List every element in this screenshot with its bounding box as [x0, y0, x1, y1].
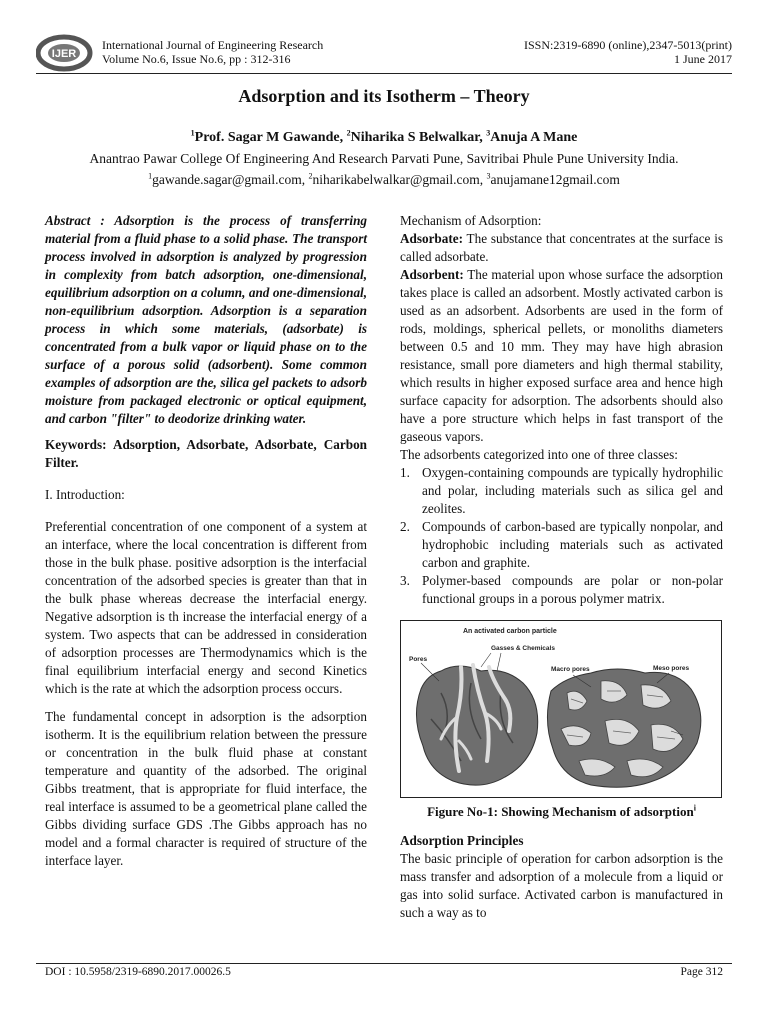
author-1: Prof. Sagar M Gawande,: [194, 130, 347, 145]
doi: DOI : 10.5958/2319-6890.2017.00026.5: [45, 966, 231, 978]
page-number: Page 312: [680, 966, 723, 978]
journal-info: [102, 38, 323, 66]
issue-date: 1 June 2017: [674, 52, 732, 66]
email-3: anujamane12gmail.com: [490, 172, 620, 187]
svg-text:Pores: Pores: [409, 656, 428, 663]
journal-logo: [36, 32, 98, 72]
figure-activated-carbon: [400, 620, 722, 798]
principles-heading: Adsorption Principles: [400, 833, 524, 848]
author-emails: $^1$gawande.sagar@gmail.com, $^2$niharikabelwalkar@gmail.com, $^3$anujamane12gmail.com: [148, 171, 620, 187]
author-list: $^1$Prof. Sagar M Gawande, $^2$Niharika S Belwalkar, $^3$Anuja A Mane: [190, 128, 578, 145]
left-column: [45, 212, 367, 870]
adsorbent-definition: Adsorbent: The material upon whose surface the adsorption takes place is called an adsorbent. Mostly activated carbon is used as an adsorbent. Adsorbents are used in the form of rods, moldings, spherical pellets, or monoliths diameters between 0.5 and 10 mm. They may have high abrasion resistance, small pore diameters and high thermal stability, which results in higher exposed surface area and hence high surface capacity for adsorption. The adsorbents should also have a pore structure which helps in fast transport of the gaseous vapors.: [400, 267, 723, 444]
intro-paragraph-2: The fundamental concept in adsorption is the adsorption isotherm. It is the equilibrium relation between the pressure or concentration in the bulk fluid phase at constant temperature and quantity of the adsorbed. The original Gibbs treatment, that is appropriate for fluid interface, the real interface is assumed to be a geometrical plane called the Gibbs dividing surface GDS .The Gibbs approach has no model and a formal character is required of structure of the interface layer.: [45, 709, 367, 868]
svg-text:Gasses & Chemicals: Gasses & Chemicals: [491, 645, 555, 652]
activated-carbon-illustration: [401, 621, 721, 797]
adsorbent-classes-list: [400, 464, 723, 608]
list-item: 3. Polymer-based compounds are polar or non-polar functional groups in a porous polymer matrix.: [400, 573, 723, 606]
email-1: gawande.sagar@gmail.com,: [152, 172, 309, 187]
abstract: Abstract : Adsorption is the process of transferring material from a fluid phase to a solid phase. The transport process involved in adsorption is analyzed by progression in complexity from batch adsorption, one-dimensional, equilibrium adsorption on a column, and one-dimensional, non-equilibrium adsorption. Adsorption is a separation process in which some materials, (adsorbate) is concentrated from a bulk vapor or liquid phase on to the surface of a porous solid (adsorbent). Some common examples of adsorption are the, silica gel packets to adsorb moisture from packaged electronic or optical equipment, and carbon "filter" to deodorize drinking water.: [45, 213, 367, 426]
svg-text:An activated carbon particle: An activated carbon particle: [463, 628, 557, 635]
journal-volume: Volume No.6, Issue No.6, pp : 312-316: [102, 52, 291, 66]
journal-name: International Journal of Engineering Research: [102, 38, 324, 52]
issn-info: [524, 38, 732, 66]
issn: ISSN:2319-6890 (online),2347-5013(print): [524, 38, 732, 52]
list-item: 2. Compounds of carbon-based are typically nonpolar, and hydrophobic including materials such as activated carbon and graphite.: [400, 519, 723, 570]
svg-text:Macro pores: Macro pores: [551, 666, 590, 673]
paper-title: Adsorption and its Isotherm – Theory: [238, 86, 530, 106]
footer-divider: [36, 963, 732, 964]
author-3: Anuja A Mane: [490, 130, 578, 145]
svg-text:Meso pores: Meso pores: [653, 665, 690, 672]
affiliation: Anantrao Pawar College Of Engineering And Research Parvati Pune, Savitribai Phule Pune University India.: [89, 151, 679, 166]
adsorbate-definition: Adsorbate: The substance that concentrates at the surface is called adsorbate.: [400, 231, 723, 264]
keywords: Keywords: Adsorption, Adsorbate, Adsorbate, Carbon Filter.: [45, 437, 367, 470]
right-column: [400, 212, 723, 922]
logo-text: IJER: [51, 48, 77, 60]
classes-intro: The adsorbents categorized into one of three classes:: [400, 447, 678, 462]
mechanism-heading: Mechanism of Adsorption:: [400, 213, 542, 228]
figure-caption: Figure No-1: Showing Mechanism of adsorption$^i$: [427, 803, 696, 819]
principles-paragraph: The basic principle of operation for carbon adsorption is the mass transfer and adsorption of a molecule from a liquid or gas into solid surface. Activated carbon is manufactured in such a way as to: [400, 851, 723, 920]
author-2: Niharika S Belwalkar,: [350, 130, 487, 145]
intro-heading: I. Introduction:: [45, 487, 125, 502]
intro-paragraph-1: Preferential concentration of one component of a system at an interface, where the local concentration is different from those in the bulk phase. positive adsorption is the interfacial concentration of the adsorbed species is greater than that in the bulk phase whereas decrease the interfacial energy. Negative adsorption is th increase the interfacial energy of a system. Two aspects that can be addressed in consideration of adsorption processes are Thermodynamics which is the final equilibrium interfacial energy and second Kinetics which is the rate at which the adsorption process occurs.: [45, 519, 367, 696]
email-2: niharikabelwalkar@gmail.com,: [312, 172, 487, 187]
header-divider: [36, 73, 732, 74]
list-item: 1. Oxygen-containing compounds are typically hydrophilic and polar, including materials such as silica gel and zeolites.: [400, 465, 723, 516]
